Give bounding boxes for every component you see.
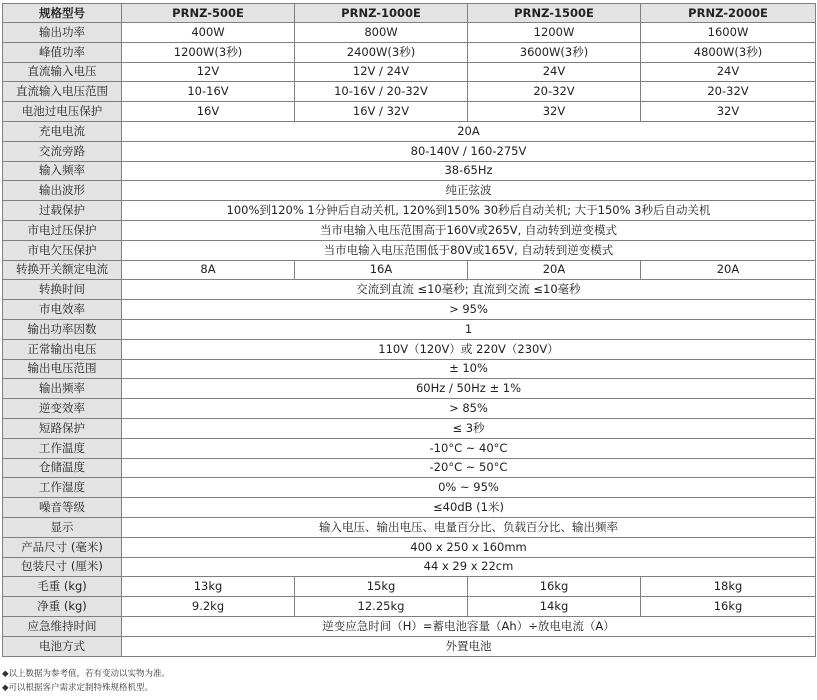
table-cell: 20A [641,260,816,280]
table-row [3,42,816,62]
row-label: 交流旁路 [3,141,122,161]
table-cell: 32V [468,102,641,122]
table-row [3,478,816,498]
table-cell-merged: 0% ~ 95% [122,478,816,498]
table-cell: 400W [122,23,295,43]
table-cell: 15kg [295,577,468,597]
table-cell-merged: 交流到直流 ≤10毫秒; 直流到交流 ≤10毫秒 [122,280,816,300]
table-row [3,557,816,577]
table-cell: 4800W(3秒) [641,42,816,62]
row-label: 噪音等级 [3,498,122,518]
row-label: 过载保护 [3,201,122,221]
row-label: 仓储温度 [3,458,122,478]
table-row [3,181,816,201]
table-cell-merged: -10°C ~ 40°C [122,438,816,458]
header-model: PRNZ-1000E [295,4,468,23]
footnotes [2,667,170,695]
table-cell: 16V / 32V [295,102,468,122]
table-cell-merged: 当市电输入电压范围高于160V或265V, 自动转到逆变模式 [122,220,816,240]
table-row [3,300,816,320]
table-cell: 9.2kg [122,597,295,617]
table-cell: 32V [641,102,816,122]
table-row [3,379,816,399]
table-cell-merged: 44 x 29 x 22cm [122,557,816,577]
table-cell-merged: 输入电压、输出电压、电量百分比、负载百分比、输出频率 [122,517,816,537]
table-row [3,399,816,419]
table-cell: 20A [468,260,641,280]
table-cell: 16A [295,260,468,280]
table-cell: 14kg [468,597,641,617]
table-cell-merged: 逆变应急时间（H）=蓄电池容量（Ah）÷放电电流（A） [122,616,816,636]
table-row [3,498,816,518]
table-cell: 800W [295,23,468,43]
header-model: PRNZ-500E [122,4,295,23]
row-label: 电池过电压保护 [3,102,122,122]
table-cell-merged: 400 x 250 x 160mm [122,537,816,557]
row-label: 逆变效率 [3,399,122,419]
row-label: 电池方式 [3,636,122,656]
table-cell: 20-32V [641,82,816,102]
table-cell-merged: 100%到120% 1分钟后自动关机, 120%到150% 30秒后自动关机; 大于150% 3秒后自动关机 [122,201,816,221]
row-label: 工作湿度 [3,478,122,498]
table-row [3,339,816,359]
table-cell: 18kg [641,577,816,597]
spec-table [2,3,816,657]
table-cell: 10-16V [122,82,295,102]
table-row [3,418,816,438]
table-row [3,240,816,260]
table-row [3,616,816,636]
table-cell-merged: > 95% [122,300,816,320]
table-cell-merged: ≤ 3秒 [122,418,816,438]
header-row [3,4,816,23]
table-row [3,438,816,458]
table-cell-merged: 80-140V / 160-275V [122,141,816,161]
table-cell: 10-16V / 20-32V [295,82,468,102]
spec-table-body [3,23,816,657]
row-label: 输出波形 [3,181,122,201]
table-row [3,636,816,656]
table-row [3,102,816,122]
table-cell-merged: 110V（120V）或 220V（230V） [122,339,816,359]
table-cell: 20-32V [468,82,641,102]
table-row [3,458,816,478]
row-label: 直流输入电压范围 [3,82,122,102]
table-row [3,280,816,300]
table-cell-merged: ≤40dB (1米) [122,498,816,518]
row-label: 正常输出电压 [3,339,122,359]
table-row [3,220,816,240]
row-label: 工作温度 [3,438,122,458]
table-cell: 12V [122,62,295,82]
table-row [3,201,816,221]
table-cell: 24V [641,62,816,82]
footnote: ◆以上数据为参考值，若有变动以实物为准。 [2,669,171,679]
footnote: ◆可以根据客户需求定制特殊规格机型。 [2,683,154,693]
table-cell-merged: > 85% [122,399,816,419]
table-row [3,597,816,617]
row-label: 净重 (kg) [3,597,122,617]
table-cell-merged: 20A [122,121,816,141]
row-label: 市电欠压保护 [3,240,122,260]
table-cell-merged: 1 [122,319,816,339]
table-cell-merged: 纯正弦波 [122,181,816,201]
row-label: 输出功率 [3,23,122,43]
row-label: 直流输入电压 [3,62,122,82]
table-cell: 24V [468,62,641,82]
row-label: 输出电压范围 [3,359,122,379]
table-cell-merged: 38-65Hz [122,161,816,181]
row-label: 包装尺寸 (厘米) [3,557,122,577]
table-cell-merged: 当市电输入电压范围低于80V或165V, 自动转到逆变模式 [122,240,816,260]
table-cell: 8A [122,260,295,280]
row-label: 短路保护 [3,418,122,438]
table-cell: 16kg [468,577,641,597]
header-label: 规格型号 [3,4,122,23]
row-label: 输出功率因数 [3,319,122,339]
table-row [3,260,816,280]
header-model: PRNZ-1500E [468,4,641,23]
row-label: 输入频率 [3,161,122,181]
table-cell: 12.25kg [295,597,468,617]
row-label: 转换时间 [3,280,122,300]
row-label: 峰值功率 [3,42,122,62]
row-label: 转换开关额定电流 [3,260,122,280]
table-row [3,359,816,379]
table-row [3,161,816,181]
row-label: 市电过压保护 [3,220,122,240]
header-model: PRNZ-2000E [641,4,816,23]
table-row [3,82,816,102]
row-label: 充电电流 [3,121,122,141]
table-row [3,141,816,161]
table-row [3,23,816,43]
table-cell: 16V [122,102,295,122]
table-cell-merged: 60Hz / 50Hz ± 1% [122,379,816,399]
row-label: 市电效率 [3,300,122,320]
row-label: 毛重 (kg) [3,577,122,597]
table-row [3,121,816,141]
row-label: 显示 [3,517,122,537]
table-cell: 12V / 24V [295,62,468,82]
table-cell-merged: -20°C ~ 50°C [122,458,816,478]
row-label: 产品尺寸 (毫米) [3,537,122,557]
table-cell: 1200W(3秒) [122,42,295,62]
table-cell: 1600W [641,23,816,43]
table-row [3,62,816,82]
table-cell-merged: 外置电池 [122,636,816,656]
row-label: 应急维持时间 [3,616,122,636]
row-label: 输出频率 [3,379,122,399]
table-cell: 13kg [122,577,295,597]
table-cell: 3600W(3秒) [468,42,641,62]
table-cell: 2400W(3秒) [295,42,468,62]
table-cell: 16kg [641,597,816,617]
table-row [3,319,816,339]
table-cell-merged: ± 10% [122,359,816,379]
table-row [3,517,816,537]
table-row [3,577,816,597]
table-cell: 1200W [468,23,641,43]
table-row [3,537,816,557]
